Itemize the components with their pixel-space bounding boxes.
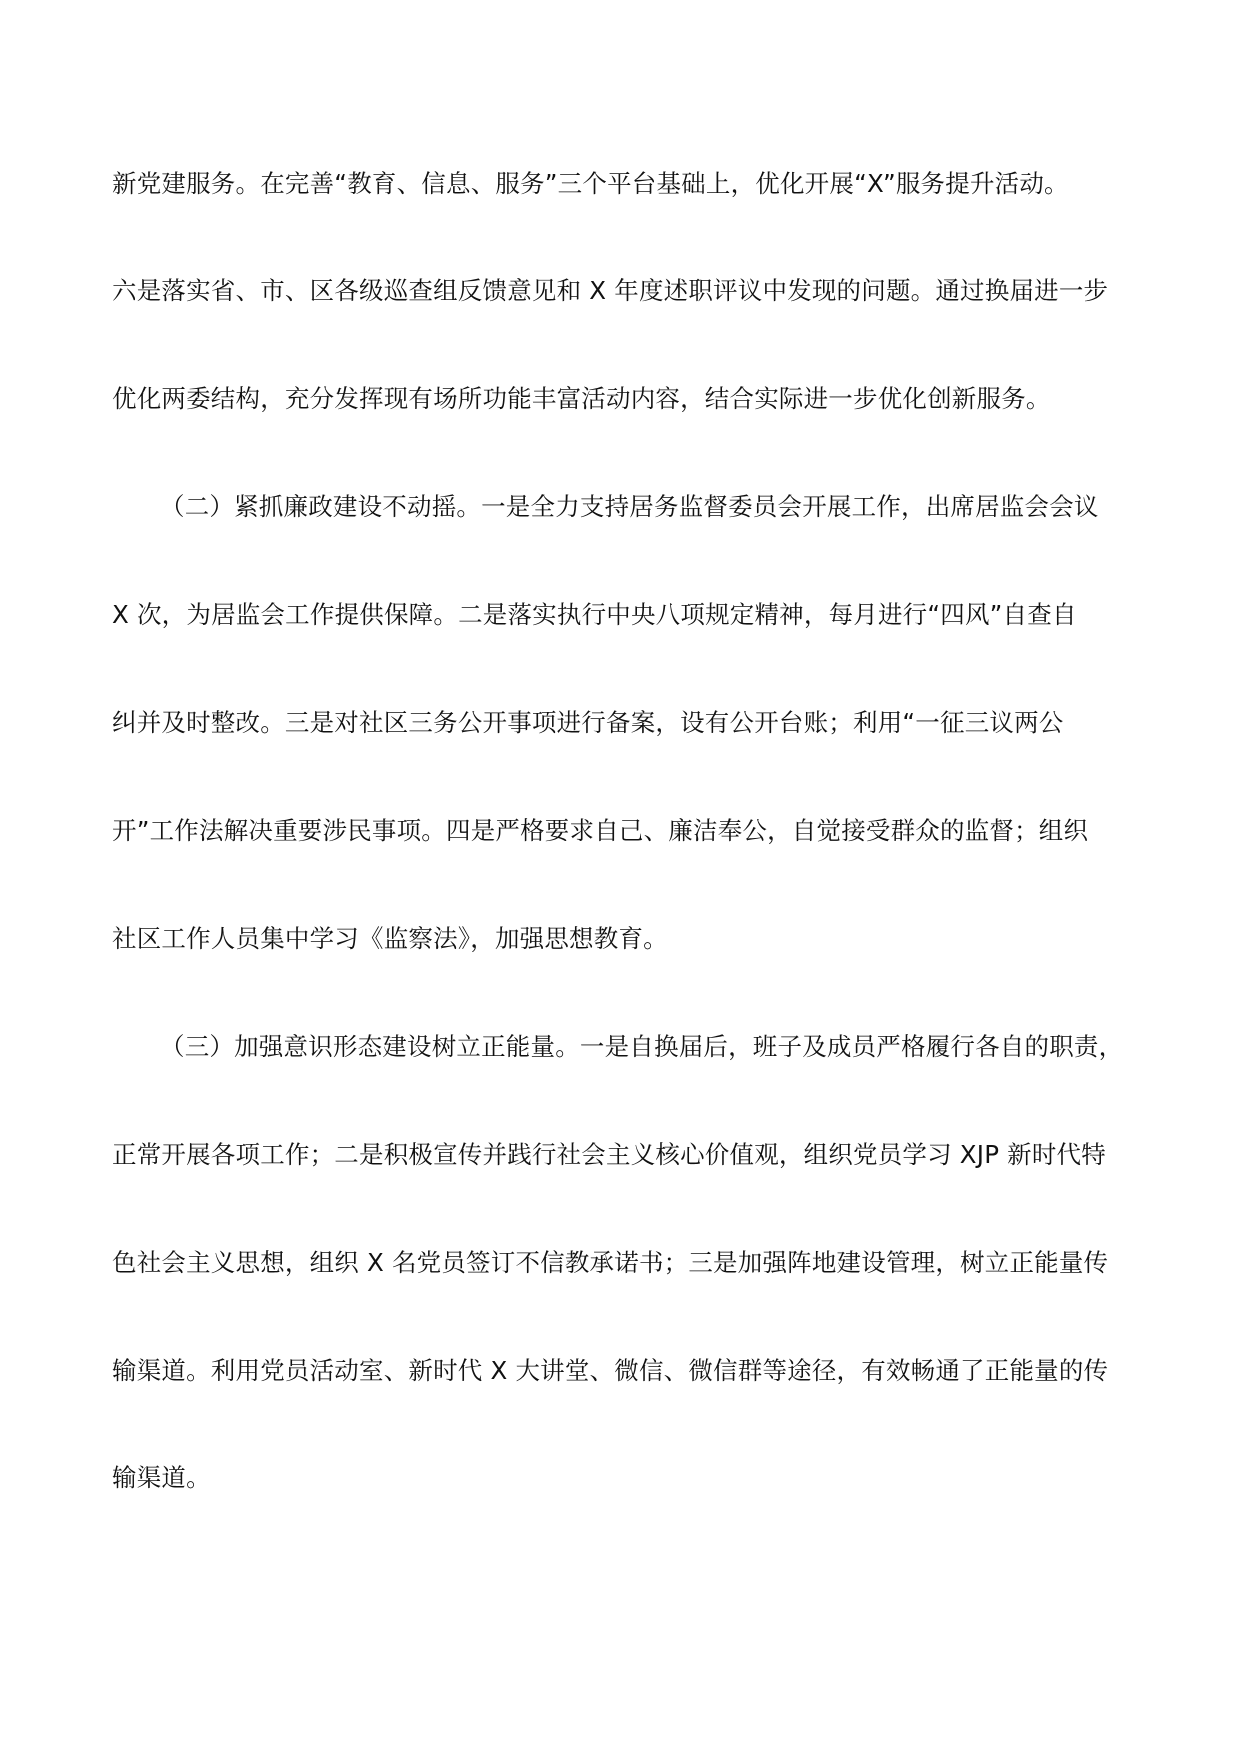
text-line-13: 输渠道。: [112, 1463, 211, 1492]
section-three-heading-line: （三）加强意识形态建设树立正能量。一是自换届后，班子及成员严格履行各自的职责，: [160, 1032, 1124, 1061]
text-line-7: 开”工作法解决重要涉民事项。四是严格要求自己、廉洁奉公，自觉接受群众的监督；组织: [112, 816, 1089, 845]
text-line-12: 输渠道。利用党员活动室、新时代 X 大讲堂、微信、微信群等途径，有效畅通了正能量的传: [112, 1356, 1109, 1385]
text-line-6: 纠并及时整改。三是对社区三务公开事项进行备案，设有公开台账；利用“一征三议两公: [112, 708, 1064, 737]
text-line-2: 六是落实省、市、区各级巡查组反馈意见和 X 年度述职评议中发现的问题。通过换届进一步: [112, 276, 1109, 305]
text-line-5: X 次，为居监会工作提供保障。二是落实执行中央八项规定精神，每月进行“四风”自查自: [112, 600, 1077, 629]
text-line-1: 新党建服务。在完善“教育、信息、服务”三个平台基础上，优化开展“X”服务提升活动。: [112, 169, 1069, 198]
text-line-10: 正常开展各项工作；二是积极宣传并践行社会主义核心价值观，组织党员学习 XJP 新时代特: [112, 1140, 1106, 1169]
text-line-11: 色社会主义思想，组织 X 名党员签订不信教承诺书；三是加强阵地建设管理，树立正能量传: [112, 1248, 1109, 1277]
text-line-3: 优化两委结构，充分发挥现有场所功能丰富活动内容，结合实际进一步优化创新服务。: [112, 384, 1051, 413]
section-two-heading-line: （二）紧抓廉政建设不动摇。一是全力支持居务监督委员会开展工作，出席居监会会议: [160, 492, 1099, 521]
text-line-8: 社区工作人员集中学习《监察法》，加强思想教育。: [112, 924, 668, 953]
